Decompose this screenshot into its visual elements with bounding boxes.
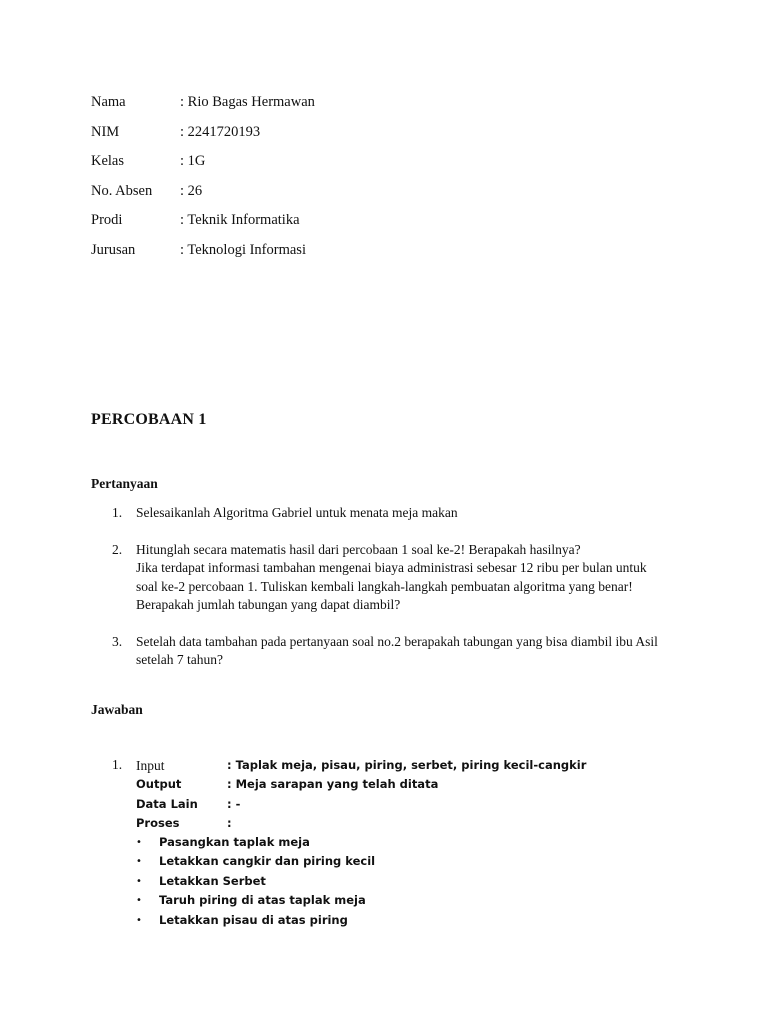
question-text bbox=[136, 633, 692, 670]
process-step-text: Pasangkan taplak meja bbox=[159, 835, 310, 849]
process-step-text: Letakkan cangkir dan piring kecil bbox=[159, 854, 376, 869]
identity-value: : 1G bbox=[180, 153, 206, 169]
answer-value: : Taplak meja, pisau, piring, serbet, piring kecil-cangkir bbox=[227, 758, 587, 772]
question-number: 1. bbox=[112, 505, 123, 520]
bullet-icon: • bbox=[136, 856, 142, 868]
answer-label: Data Lain bbox=[136, 796, 198, 811]
question-list bbox=[112, 504, 692, 688]
question-line: Setelah data tambahan pada pertanyaan soal no.2 berapakah tabungan yang bisa diambil ibu Asil bbox=[136, 633, 658, 649]
bullet-icon: • bbox=[136, 914, 142, 926]
process-step-text: Letakkan pisau di atas piring bbox=[159, 912, 348, 927]
question-line: Hitunglah secara matematis hasil dari percobaan 1 soal ke-2! Berapakah hasilnya? bbox=[136, 541, 581, 557]
question-line: setelah 7 tahun? bbox=[136, 652, 223, 667]
bullet-icon: • bbox=[136, 895, 142, 907]
bullet-icon: • bbox=[136, 875, 142, 887]
identity-label: No. Absen bbox=[91, 182, 153, 199]
answer-label: Proses bbox=[136, 816, 180, 831]
pertanyaan-heading: Pertanyaan bbox=[91, 476, 158, 491]
answer-number: 1. bbox=[112, 757, 123, 772]
identity-value: : 2241720193 bbox=[180, 123, 261, 140]
identity-value: : Teknik Informatika bbox=[180, 212, 300, 228]
identity-label: Nama bbox=[91, 94, 126, 110]
identity-value: : Teknologi Informasi bbox=[180, 241, 306, 258]
question-number: 3. bbox=[112, 633, 123, 649]
answer-label: Output bbox=[136, 777, 182, 792]
identity-label: Kelas bbox=[91, 153, 125, 169]
question-item bbox=[112, 633, 692, 670]
question-text bbox=[136, 541, 692, 615]
question-line: Jika terdapat informasi tambahan mengenai biaya administrasi sebesar 12 ribu per bulan untuk bbox=[136, 560, 647, 575]
answer-value: : Meja sarapan yang telah ditata bbox=[227, 777, 439, 792]
answer-label: Input bbox=[136, 758, 165, 773]
identity-value: : 26 bbox=[180, 182, 203, 199]
identity-value: : Rio Bagas Hermawan bbox=[180, 94, 315, 110]
answer-value: : bbox=[227, 816, 232, 831]
identity-label: NIM bbox=[91, 123, 120, 140]
process-step-text: Letakkan Serbet bbox=[159, 873, 266, 888]
identity-label: Jurusan bbox=[91, 241, 136, 258]
question-item bbox=[112, 541, 692, 615]
question-number: 2. bbox=[112, 541, 123, 557]
question-line: Berapakah jumlah tabungan yang dapat diambil? bbox=[136, 597, 401, 612]
identity-label: Prodi bbox=[91, 212, 123, 228]
answer-value: : - bbox=[227, 796, 241, 811]
question-line: soal ke-2 percobaan 1. Tuliskan kembali langkah-langkah pembuatan algoritma yang benar! bbox=[136, 578, 633, 594]
section-title: PERCOBAAN 1 bbox=[91, 411, 207, 428]
jawaban-heading: Jawaban bbox=[91, 702, 143, 717]
question-text bbox=[136, 504, 692, 523]
question-line: Selesaikanlah Algoritma Gabriel untuk menata meja makan bbox=[136, 505, 458, 520]
question-item bbox=[112, 504, 692, 523]
bullet-icon: • bbox=[136, 837, 142, 848]
process-step-text: Taruh piring di atas taplak meja bbox=[159, 893, 366, 908]
